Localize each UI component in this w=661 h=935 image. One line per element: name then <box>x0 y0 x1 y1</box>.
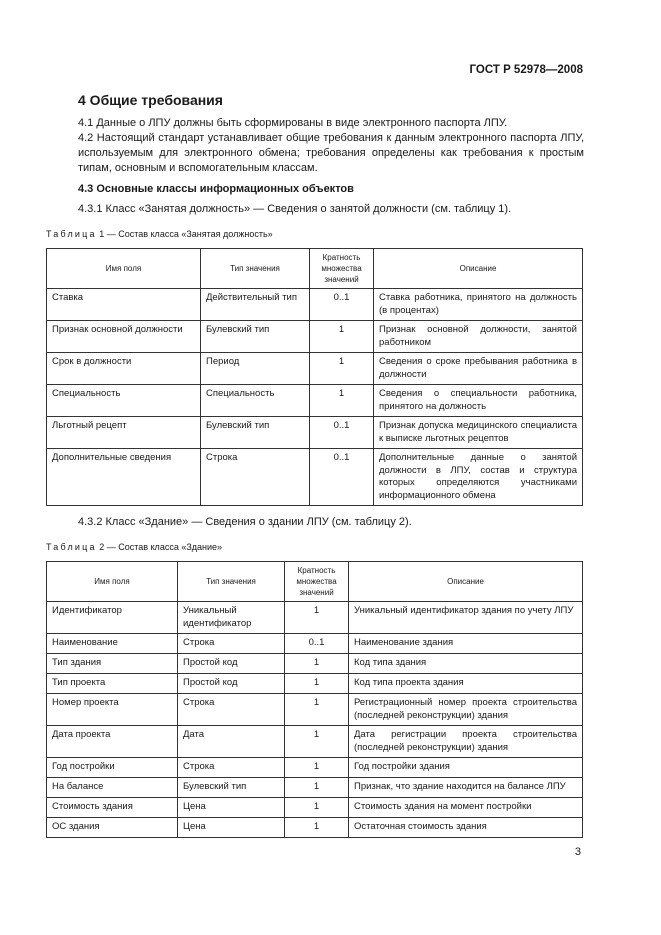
cell-type: Строка <box>178 634 285 654</box>
cell-field: Идентификатор <box>47 602 178 634</box>
cell-description: Признак основной должности, занятой работником <box>374 321 583 353</box>
paragraph-4-1 <box>78 116 584 131</box>
cell-field: Стоимость здания <box>47 798 178 818</box>
table1-caption <box>46 229 273 239</box>
table-row <box>47 758 583 778</box>
subsection-title: 4.3 Основные классы информационных объектов <box>78 183 354 195</box>
table1-caption-text: 1 — Состав класса «Занятая должность» <box>96 229 273 239</box>
cell-description: Дата регистрации проекта строительства (последней реконструкции) здания <box>349 726 583 758</box>
cell-multiplicity: 1 <box>285 758 349 778</box>
table-row <box>47 634 583 654</box>
cell-multiplicity: 0..1 <box>310 449 374 506</box>
table-row <box>47 449 583 506</box>
cell-type: Цена <box>178 798 285 818</box>
cell-type: Дата <box>178 726 285 758</box>
cell-description: Признак допуска медицинского специалиста к выписке льготных рецептов <box>374 417 583 449</box>
table-row <box>47 726 583 758</box>
table-building <box>46 561 583 838</box>
cell-multiplicity: 1 <box>285 818 349 838</box>
table2-header-description: Описание <box>349 562 583 602</box>
table-row <box>47 778 583 798</box>
table-row <box>47 353 583 385</box>
cell-description: Регистрационный номер проекта строительства (последней реконструкции) здания <box>349 694 583 726</box>
table-row <box>47 674 583 694</box>
table1-header-field: Имя поля <box>47 249 201 289</box>
cell-field: Тип здания <box>47 654 178 674</box>
cell-multiplicity: 1 <box>285 654 349 674</box>
cell-description: Наименование здания <box>349 634 583 654</box>
cell-type: Цена <box>178 818 285 838</box>
cell-type: Уникальный идентификатор <box>178 602 285 634</box>
cell-field: Специальность <box>47 385 201 417</box>
cell-type: Простой код <box>178 654 285 674</box>
table-row <box>47 798 583 818</box>
cell-type: Строка <box>178 758 285 778</box>
cell-description: Уникальный идентификатор здания по учету ЛПУ <box>349 602 583 634</box>
table2-caption-prefix: Таблица <box>46 542 97 552</box>
cell-multiplicity: 1 <box>285 798 349 818</box>
cell-multiplicity: 1 <box>310 385 374 417</box>
table2-header-field: Имя поля <box>47 562 178 602</box>
cell-field: ОС здания <box>47 818 178 838</box>
cell-multiplicity: 1 <box>310 353 374 385</box>
paragraph-4-3-2: 4.3.2 Класс «Здание» — Сведения о здании ЛПУ (см. таблицу 2). <box>78 516 412 528</box>
cell-description: Стоимость здания на момент постройки <box>349 798 583 818</box>
table-row <box>47 321 583 353</box>
table1-header-row <box>47 249 583 289</box>
table-row <box>47 385 583 417</box>
cell-description: Остаточная стоимость здания <box>349 818 583 838</box>
paragraph-4-1-text: 4.1 Данные о ЛПУ должны быть сформированы в виде электронного паспорта ЛПУ. <box>78 117 508 129</box>
cell-field: Дополнительные сведения <box>47 449 201 506</box>
page-number: 3 <box>574 846 581 858</box>
cell-description: Сведения о специальности работника, принятого на должность <box>374 385 583 417</box>
cell-field: Наименование <box>47 634 178 654</box>
cell-field: Номер проекта <box>47 694 178 726</box>
cell-description: Код типа проекта здания <box>349 674 583 694</box>
section-title: 4 Общие требования <box>78 92 223 108</box>
cell-multiplicity: 0..1 <box>310 289 374 321</box>
document-header: ГОСТ Р 52978—2008 <box>469 64 583 76</box>
cell-type: Булевский тип <box>178 778 285 798</box>
table-row <box>47 289 583 321</box>
cell-type: Строка <box>178 694 285 726</box>
cell-field: Льготный рецепт <box>47 417 201 449</box>
cell-type: Булевский тип <box>201 321 310 353</box>
cell-multiplicity: 1 <box>285 778 349 798</box>
cell-type: Строка <box>201 449 310 506</box>
table-row <box>47 654 583 674</box>
table-row <box>47 602 583 634</box>
table2-caption <box>46 542 222 552</box>
cell-field: Год постройки <box>47 758 178 778</box>
cell-multiplicity: 1 <box>285 726 349 758</box>
cell-field: На балансе <box>47 778 178 798</box>
table2-header-multiplicity: Кратность множества значений <box>285 562 349 602</box>
cell-multiplicity: 1 <box>310 321 374 353</box>
cell-type: Период <box>201 353 310 385</box>
cell-description: Сведения о сроке пребывания работника в должности <box>374 353 583 385</box>
cell-description: Год постройки здания <box>349 758 583 778</box>
table1-header-multiplicity: Кратность множества значений <box>310 249 374 289</box>
cell-type: Специальность <box>201 385 310 417</box>
paragraph-4-3-1: 4.3.1 Класс «Занятая должность» — Сведения о занятой должности (см. таблицу 1). <box>78 203 512 215</box>
cell-description: Код типа здания <box>349 654 583 674</box>
cell-multiplicity: 1 <box>285 602 349 634</box>
cell-field: Ставка <box>47 289 201 321</box>
paragraph-4-2 <box>78 131 584 176</box>
cell-field: Срок в должности <box>47 353 201 385</box>
cell-type: Действительный тип <box>201 289 310 321</box>
table2-header-type: Тип значения <box>178 562 285 602</box>
cell-field: Дата проекта <box>47 726 178 758</box>
table-row <box>47 694 583 726</box>
table1-header-description: Описание <box>374 249 583 289</box>
cell-field: Признак основной должности <box>47 321 201 353</box>
table-occupied-position <box>46 248 583 506</box>
cell-type: Простой код <box>178 674 285 694</box>
cell-description: Ставка работника, принятого на должность (в процентах) <box>374 289 583 321</box>
cell-field: Тип проекта <box>47 674 178 694</box>
cell-multiplicity: 1 <box>285 694 349 726</box>
table2-caption-text: 2 — Состав класса «Здание» <box>96 542 223 552</box>
table2-header-row <box>47 562 583 602</box>
cell-description: Дополнительные данные о занятой должности в ЛПУ, состав и структура которых определяются участниками информационного обмена <box>374 449 583 506</box>
table-row <box>47 818 583 838</box>
paragraph-4-2-text: 4.2 Настоящий стандарт устанавливает общие требования к данным электронного паспорта ЛПУ, используемым для электронного обмена; требования определены как требования к простым типам, основным и вспомогательным классам. <box>78 132 584 174</box>
table1-header-type: Тип значения <box>201 249 310 289</box>
cell-multiplicity: 0..1 <box>310 417 374 449</box>
table1-caption-prefix: Таблица <box>46 229 97 239</box>
cell-multiplicity: 1 <box>285 674 349 694</box>
cell-type: Булевский тип <box>201 417 310 449</box>
cell-description: Признак, что здание находится на балансе ЛПУ <box>349 778 583 798</box>
table-row <box>47 417 583 449</box>
cell-multiplicity: 0..1 <box>285 634 349 654</box>
